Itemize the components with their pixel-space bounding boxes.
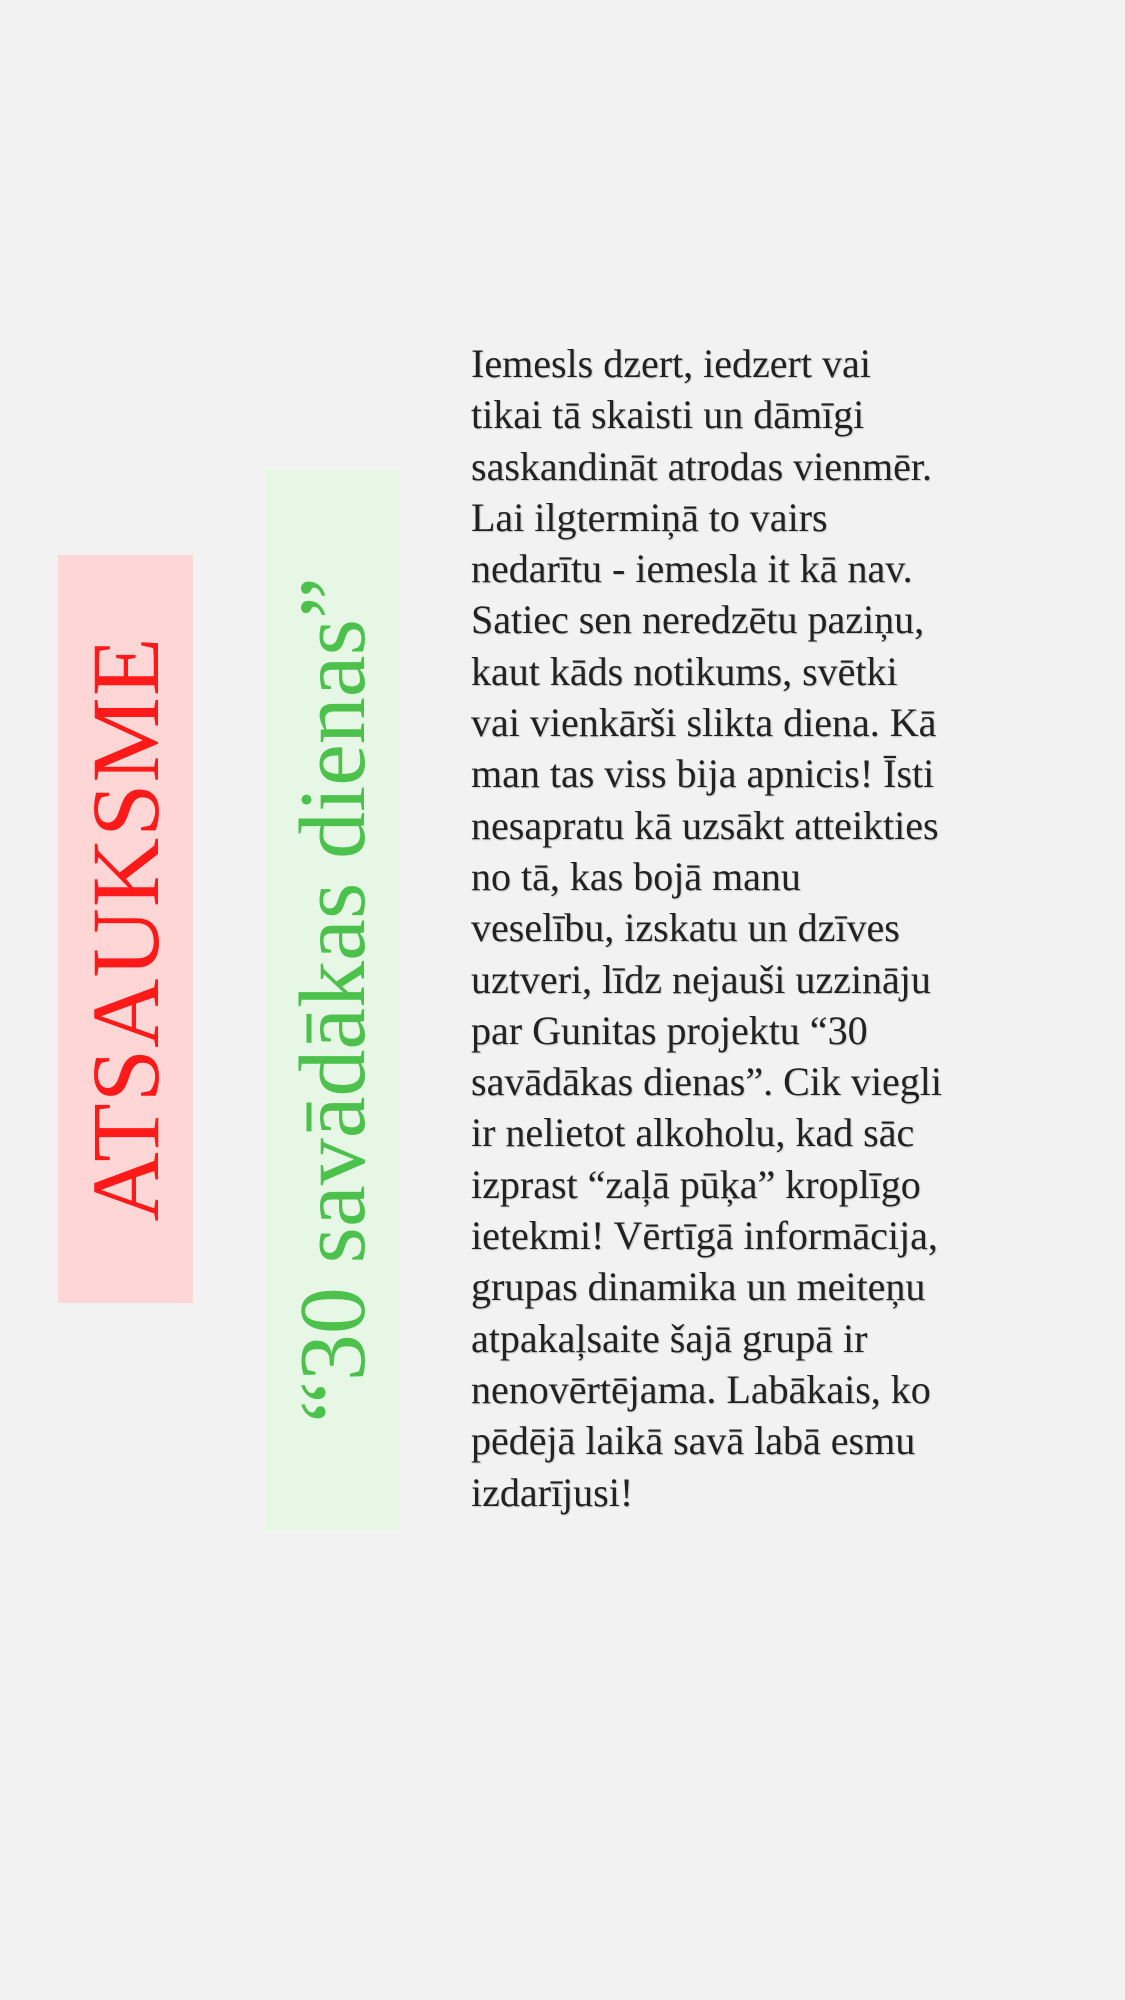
heading-box	[58, 555, 193, 1303]
subheading-box	[265, 470, 400, 1530]
subheading-title: “30 savādākas dienas”	[280, 577, 385, 1423]
heading-title: ATSAUKSME	[71, 636, 179, 1222]
testimonial-text: Iemesls dzert, iedzert vai tikai tā skaisti un dāmīgi saskandināt atrodas vienmēr. Lai ilgtermiņā to vairs nedarītu - iemesla it kā nav. Satiec sen neredzētu paziņu, kaut kāds notikums, svētki vai vienkārši slikta diena. Kā man tas viss bija apnicis! Īsti nesapratu kā uzsākt atteikties no tā, kas bojā manu veselību, izskatu un dzīves uztveri, līdz nejauši uzzināju par Gunitas projektu “30 savādākas dienas”. Cik viegli ir nelietot alkoholu, kad sāc izprast “zaļā pūķa” kroplīgo ietekmi! Vērtīgā informācija, grupas dinamika un meiteņu atpakaļsaite šajā grupā ir nenovērtējama. Labākais, ko pēdējā laikā savā labā esmu izdarījusi!	[471, 341, 942, 1515]
